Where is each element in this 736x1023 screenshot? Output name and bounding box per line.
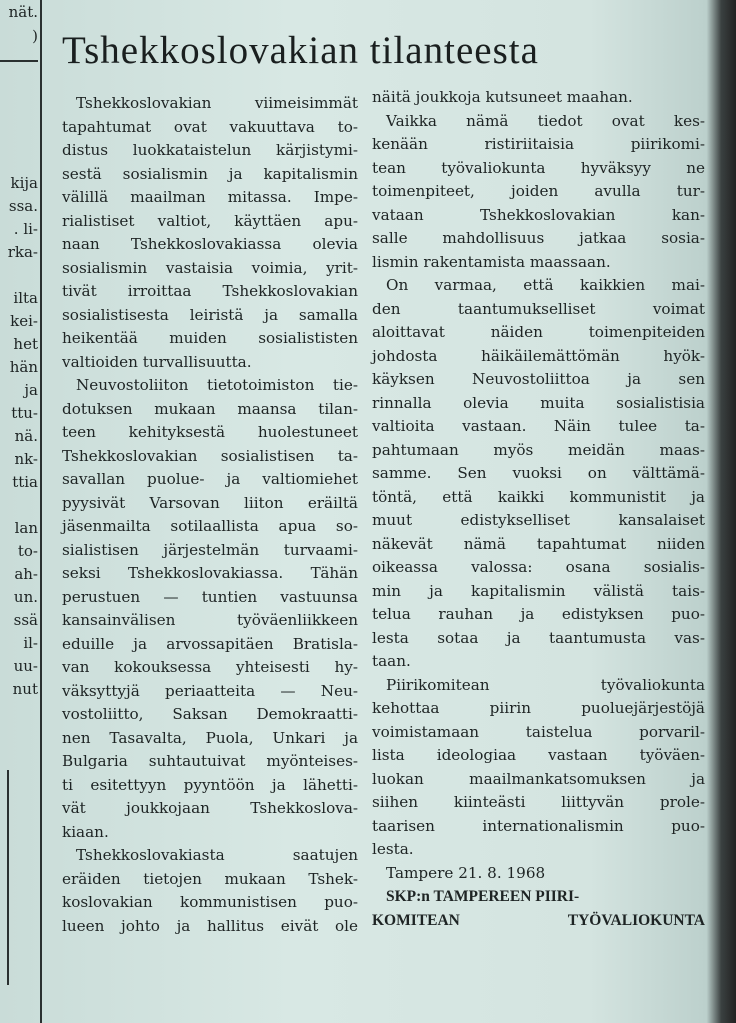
text-line: Tshekkoslovakian viimeisimmät — [76, 94, 358, 112]
fragment-line: ilta — [13, 289, 38, 307]
fragment-line: nk- — [14, 450, 38, 468]
text-line: vostoliitto, Saksan Demokraatti- — [62, 705, 358, 723]
text-line: Tshekkoslovakian sosialistisen ta- — [62, 446, 358, 465]
text-line: savallan puolue- ja valtiomiehet — [62, 470, 358, 488]
text-line: johdosta häikäilemättömän hyök- — [372, 346, 705, 365]
text-line: käyksen Neuvostoliittoa ja sen — [372, 370, 705, 388]
fragment-line: kija — [10, 174, 38, 192]
text-line: näitä joukkoja kutsuneet maahan. — [372, 88, 633, 106]
fragment-line: rka- — [7, 243, 38, 261]
text-line: Tampere 21. 8. 1968 — [386, 863, 546, 882]
fragment-line: hän — [9, 358, 38, 376]
text-line: eduille ja arvossapitäen Bratisla- — [62, 634, 358, 653]
text-line: perustuen — tuntien vastuunsa — [62, 587, 358, 606]
text-line: seksi Tshekkoslovakiassa. Tähän — [62, 564, 358, 582]
text-line: KOMITEAN TYÖVALIOKUNTA — [372, 911, 705, 929]
text-line: Bulgaria suhtautuivat myönteises- — [62, 752, 358, 770]
text-line: muut edistykselliset kansalaiset — [372, 511, 705, 529]
text-line: ti esitettyyn pyyntöön ja lähetti- — [62, 775, 358, 794]
text-line: pyysivät Varsovan liiton eräiltä — [62, 493, 358, 512]
text-line: vät joukkojaan Tshekkoslova- — [62, 799, 358, 817]
fragment-line: . li- — [13, 220, 38, 238]
text-line: salle mahdollisuus jatkaa sosia- — [372, 229, 705, 247]
text-line: lesta. — [372, 840, 414, 858]
text-line: tean työvaliokunta hyväksyy ne — [372, 158, 705, 177]
text-line: lismin rakentamista maassaan. — [372, 252, 611, 271]
text-line: näkevät nämä tapahtumat niiden — [372, 534, 705, 553]
text-line: dotuksen mukaan maansa tilan- — [62, 399, 358, 418]
box-border — [7, 770, 9, 985]
text-line: valtioiden turvallisuutta. — [62, 352, 252, 371]
text-line: telua rauhan ja edistyksen puo- — [372, 605, 705, 623]
text-line: teen kehityksestä huolestuneet — [62, 423, 358, 441]
text-line: kansainvälisen työväenliikkeen — [62, 611, 358, 629]
text-line: sosialismin vastaisia voimia, yrit- — [62, 258, 358, 277]
text-line: toimenpiteet, joiden avulla tur- — [372, 182, 705, 200]
text-line: taarisen internationalismin puo- — [372, 816, 705, 835]
text-line: välillä maailman mitassa. Impe- — [62, 188, 358, 206]
fragment-line: ssa. — [8, 197, 38, 215]
text-line: eräiden tietojen mukaan Tshek- — [62, 869, 358, 888]
text-line: naan Tshekkoslovakiassa olevia — [62, 235, 358, 253]
fragment-line — [0, 494, 38, 517]
text-line: rialistiset valtiot, käyttäen apu- — [62, 211, 358, 230]
text-line: sestä sosialismin ja kapitalismin — [62, 164, 358, 183]
fragment-line: nä. — [14, 427, 38, 445]
text-line: taan. — [372, 652, 411, 670]
fragment-line: un. — [13, 588, 38, 606]
text-line: väksyttyjä periaatteita — Neu- — [62, 681, 358, 700]
text-line: van kokouksessa yhteisesti hy- — [62, 658, 358, 676]
fragment-line: nät. — [8, 3, 38, 21]
text-line: jäsenmailta sotilaallista apua so- — [62, 517, 358, 535]
text-line: oikeassa valossa: osana sosialis- — [372, 558, 705, 576]
text-line: luokan maailmankatsomuksen ja — [372, 769, 705, 788]
text-line: aloittavat näiden toimenpiteiden — [372, 323, 705, 341]
text-line: samme. Sen vuoksi on välttämä- — [372, 464, 705, 482]
text-line: den taantumukselliset voimat — [372, 299, 705, 318]
fragment-line: ja — [24, 381, 38, 399]
text-line: On varmaa, että kaikkien mai- — [386, 276, 705, 294]
fragment-line: ttu- — [11, 404, 38, 422]
fragment-line: ttia — [12, 473, 38, 491]
fragment-line: uu- — [13, 657, 38, 675]
text-line: Neuvostoliiton tietotoimiston tie- — [76, 376, 358, 394]
text-line: nen Tasavalta, Puola, Unkari ja — [62, 728, 358, 747]
text-line: SKP:n TAMPEREEN PIIRI- — [386, 888, 580, 905]
text-line: heikentää muiden sosialististen — [62, 329, 358, 347]
text-line: valtioita vastaan. Näin tulee ta- — [372, 417, 705, 435]
column-rule — [40, 0, 42, 1023]
text-line: tapahtumat ovat vakuuttava to- — [62, 117, 358, 136]
text-line: tivät irroittaa Tshekkoslovakian — [62, 282, 358, 300]
text-line: lesta sotaa ja taantumusta vas- — [372, 628, 705, 647]
text-line: Vaikka nämä tiedot ovat kes- — [386, 111, 705, 130]
text-line: Piirikomitean työvaliokunta — [386, 675, 705, 694]
edge-fragment-column — [0, 172, 38, 701]
text-line: lista ideologiaa vastaan työväen- — [372, 746, 705, 764]
text-line: koslovakian kommunistisen puo- — [62, 893, 358, 911]
fragment-line: to- — [17, 542, 38, 560]
fragment-line: het — [13, 335, 38, 353]
text-line: min ja kapitalismin välistä tais- — [372, 581, 705, 600]
fragment-line: ) — [32, 27, 38, 45]
fragment-line: il- — [23, 634, 38, 652]
divider-horizontal — [0, 60, 38, 62]
fragment-line: lan — [14, 519, 38, 537]
fragment-line: nut — [12, 680, 38, 698]
text-line: distus luokkataistelun kärjistymi- — [62, 141, 358, 159]
text-line: sosialistisesta leiristä ja samalla — [62, 305, 358, 324]
fragment-line: ssä — [13, 611, 38, 629]
text-line: kehottaa piirin puoluejärjestöjä — [372, 699, 705, 717]
text-line: lueen johto ja hallitus eivät ole — [62, 916, 358, 935]
text-line: Tshekkoslovakiasta saatujen — [76, 846, 358, 864]
text-line: vataan Tshekkoslovakian kan- — [372, 205, 705, 224]
fragment-line — [0, 264, 38, 287]
fragment-line: ah- — [14, 565, 38, 583]
text-line: töntä, että kaikki kommunistit ja — [372, 487, 705, 506]
text-line: pahtumaan myös meidän maas- — [372, 440, 705, 459]
text-line: kenään ristiriitaisia piirikomi- — [372, 135, 705, 153]
edge-fragment-top — [0, 0, 38, 48]
text-line: voimistamaan taistelua porvaril- — [372, 722, 705, 741]
article-right-column — [372, 86, 705, 932]
text-line: siihen kiinteästi liittyvän prole- — [372, 793, 705, 811]
fragment-line: kei- — [10, 312, 38, 330]
text-line: rinnalla olevia muita sosialistisia — [372, 393, 705, 412]
article-title: Tshekkoslovakian tilanteesta — [62, 29, 539, 72]
text-line: kiaan. — [62, 822, 109, 841]
article-left-column — [62, 92, 358, 938]
text-line: sialistisen järjestelmän turvaami- — [62, 540, 358, 559]
